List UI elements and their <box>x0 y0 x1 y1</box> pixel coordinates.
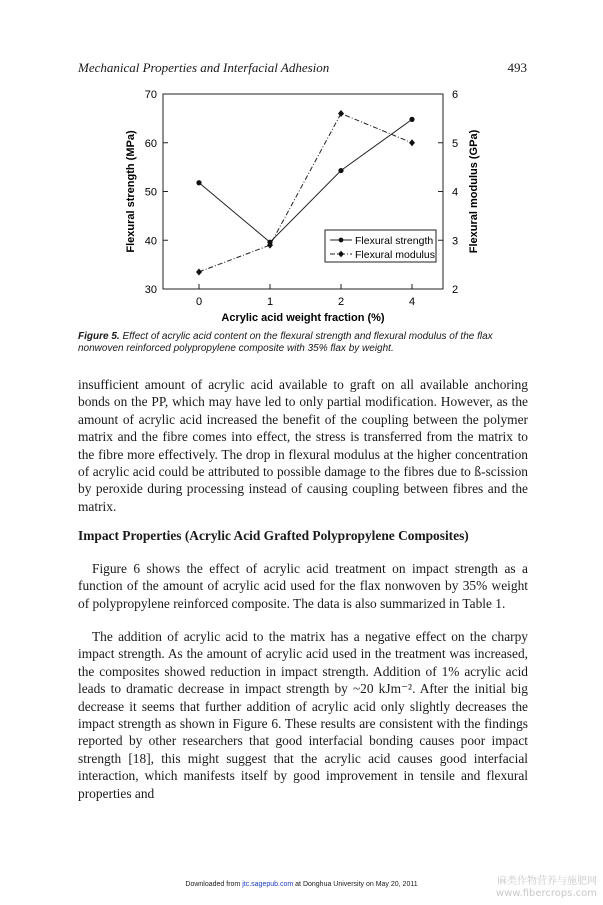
legend-entry-label: Flexural modulus <box>355 249 435 261</box>
running-title: Mechanical Properties and Interfacial Adhesion <box>78 60 330 75</box>
footer-prefix: Downloaded from <box>185 881 241 888</box>
strength-point <box>338 168 343 173</box>
legend-entry-label: Flexural strength <box>355 235 434 247</box>
figure-5-chart <box>0 84 603 324</box>
right-tick-label: 4 <box>452 186 459 199</box>
right-axis-label: Flexural modulus (GPa) <box>468 129 480 254</box>
left-tick-label: 70 <box>144 89 157 101</box>
right-tick-label: 5 <box>452 137 459 150</box>
right-tick-label: 3 <box>452 235 459 248</box>
left-tick-label: 30 <box>144 284 157 296</box>
section-heading: Impact Properties (Acrylic Acid Grafted Polypropylene Composites) <box>78 528 469 543</box>
x-tick-label: 2 <box>337 296 345 308</box>
running-header <box>78 60 527 76</box>
figure-caption <box>78 331 530 355</box>
paragraph-impact-discussion: The addition of acrylic acid to the matrix has a negative effect on the charpy impact strength. As the amount of acrylic acid used in the treatment was increased, the composites showed reduction in impact strength. Addition of 1% acrylic acid leads to dramatic decrease in impact strength by ~20 kJm⁻². After the initial big decrease it seems that further addition of acrylic acid only slightly decreases the impact strength as shown in Figure 6. These results are consistent with the findings reported by other researchers that good interfacial bonding causes poor impact strength [18], this might suggest that the acrylic acid causes good interfacial interaction, which manifests itself by good improvement in tensile and flexural properties and <box>78 629 528 801</box>
modulus-point <box>196 268 202 275</box>
right-tick-label: 2 <box>452 284 459 296</box>
chart-legend <box>325 230 436 262</box>
watermark-line2: www.fibercrops.com <box>495 888 597 899</box>
left-tick-label: 60 <box>144 137 157 150</box>
x-tick-label: 0 <box>195 296 203 308</box>
paragraph-continuation: insufficient amount of acrylic acid available to graft on all available anchoring bonds on the PP, which may have led to only partial modification. However, as the amount of acrylic acid increased the benefit of the coupling between the polymer matrix and the fibre comes into effect, the stress is transferred from the matrix to the fibre more effectively. The drop in flexural modulus at the higher concentration of acrylic acid could be attributed to possible damage to the fibres due to ß-scission by peroxide during processing instead of causing coupling between fibres and the matrix. <box>78 377 528 514</box>
left-tick-label: 40 <box>144 235 157 248</box>
watermark-line1: 麻类作物营养与施肥网 <box>497 876 597 887</box>
x-tick-label: 1 <box>266 296 274 308</box>
page-number: 493 <box>507 60 527 75</box>
figure-label: Figure 5. <box>78 331 120 342</box>
x-tick-label: 4 <box>408 296 416 308</box>
modulus-point <box>338 110 344 117</box>
modulus-point <box>409 139 415 146</box>
strength-point <box>409 117 414 122</box>
watermark <box>496 876 597 900</box>
right-tick-label: 6 <box>452 89 459 101</box>
left-tick-label: 50 <box>144 186 157 199</box>
strength-point <box>196 180 201 185</box>
legend-swatch-marker <box>339 238 344 243</box>
x-axis-label: Acrylic acid weight fraction (%) <box>221 312 385 324</box>
paragraph-impact-intro: Figure 6 shows the effect of acrylic acid treatment on impact strength as a function of the amount of acrylic acid used for the flax nonwoven by 35% weight of polypropylene reinforced composite. The data is also summarized in Table 1. <box>78 561 528 611</box>
series-line <box>199 119 412 242</box>
footer-suffix: at Donghua University on May 20, 2011 <box>295 881 418 888</box>
figure-caption-text: Effect of acrylic acid content on the flexural strength and flexural modulus of the flax nonwoven reinforced polypropylene composite with 35% flax by weight. <box>78 331 493 354</box>
chart-ticks <box>145 89 458 308</box>
left-axis-label: Flexural strength (MPa) <box>125 130 137 253</box>
footer-link[interactable]: jtc.sagepub.com <box>242 881 294 888</box>
